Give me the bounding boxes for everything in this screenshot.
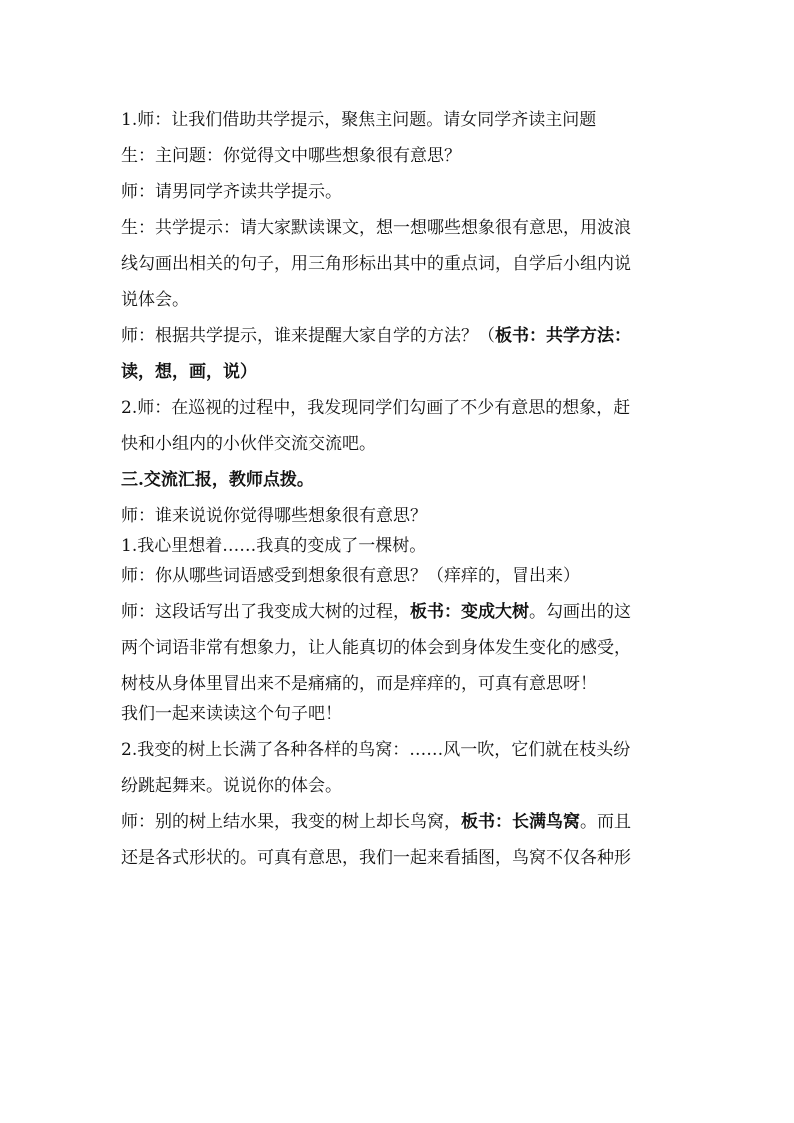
line-text: 。而且 (580, 812, 631, 832)
line-text: 师：这段话写出了我变成大树的过程， (121, 602, 410, 622)
line-text: ） (240, 362, 257, 382)
blackboard-note: 板书：变成大树 (410, 602, 529, 622)
paragraph-line (121, 502, 681, 532)
blackboard-note: 板书：共学方法： (495, 326, 631, 346)
section-heading (121, 466, 681, 502)
line-text: 生：共学提示：请大家默读课文，想一想哪些想象很有意思，用波浪 (121, 218, 631, 238)
line-text: 快和小组内的小伙伴交流交流吧。 (121, 434, 376, 454)
line-text: 两个词语非常有想象力，让人能真切的体会到身体发生变化的感受， (121, 638, 631, 658)
line-text: 线勾画出相关的句子，用三角形标出其中的重点词，自学后小组内说 (121, 254, 631, 274)
paragraph-line (121, 532, 681, 562)
paragraph-line (121, 178, 681, 214)
paragraph-line (121, 358, 681, 394)
paragraph-line (121, 598, 681, 634)
line-text: 说体会。 (121, 290, 189, 310)
line-text: 师：别的树上结水果，我变的树上却长鸟窝， (121, 812, 461, 832)
paragraph-line (121, 214, 681, 250)
paragraph-line (121, 250, 681, 286)
paragraph-line (121, 772, 681, 808)
line-text: 树枝从身体里冒出来不是痛痛的，而是痒痒的，可真有意思呀！ (121, 674, 597, 694)
line-text: 师：根据共学提示，谁来提醒大家自学的方法？（ (121, 326, 495, 346)
line-text: 2.我变的树上长满了各种各样的鸟窝：……风一吹，它们就在枝头纷 (121, 740, 631, 760)
paragraph-line (121, 286, 681, 322)
paragraph-line (121, 670, 681, 700)
line-text: 生：主问题：你觉得文中哪些想象很有意思？ (121, 146, 461, 166)
section-heading-text: 三.交流汇报，教师点拨。 (121, 470, 314, 490)
paragraph-line (121, 322, 681, 358)
paragraph-line (121, 808, 681, 844)
line-text: 我们一起来读读这个句子吧！ (121, 704, 342, 724)
line-text: 2.师：在巡视的过程中，我发现同学们勾画了不少有意思的想象，赶 (121, 398, 631, 418)
paragraph-line (121, 142, 681, 178)
paragraph-line (121, 736, 681, 772)
line-text: 1.我心里想着……我真的变成了一棵树。 (121, 536, 427, 556)
line-text: 纷跳起舞来。说说你的体会。 (121, 776, 342, 796)
paragraph-line (121, 394, 681, 430)
line-text: 。勾画出的这 (529, 602, 631, 622)
paragraph-line (121, 430, 681, 466)
paragraph-line (121, 844, 681, 880)
paragraph-line (121, 562, 681, 598)
paragraph-line (121, 106, 681, 142)
line-text: 师：你从哪些词语感受到想象很有意思？（痒痒的，冒出来） (121, 566, 580, 586)
paragraph-line (121, 700, 681, 736)
line-text: 还是各式形状的。可真有意思，我们一起来看插图，鸟窝不仅各种形 (121, 848, 631, 868)
line-text: 师：谁来说说你觉得哪些想象很有意思？ (121, 506, 427, 526)
line-text: 师：请男同学齐读共学提示。 (121, 182, 342, 202)
blackboard-note: 板书：长满鸟窝 (461, 812, 580, 832)
blackboard-note: 读，想，画，说 (121, 362, 240, 382)
paragraph-line (121, 634, 681, 670)
line-text: 1.师：让我们借助共学提示，聚焦主问题。请女同学齐读主问题 (121, 110, 597, 130)
document-body (121, 106, 681, 880)
